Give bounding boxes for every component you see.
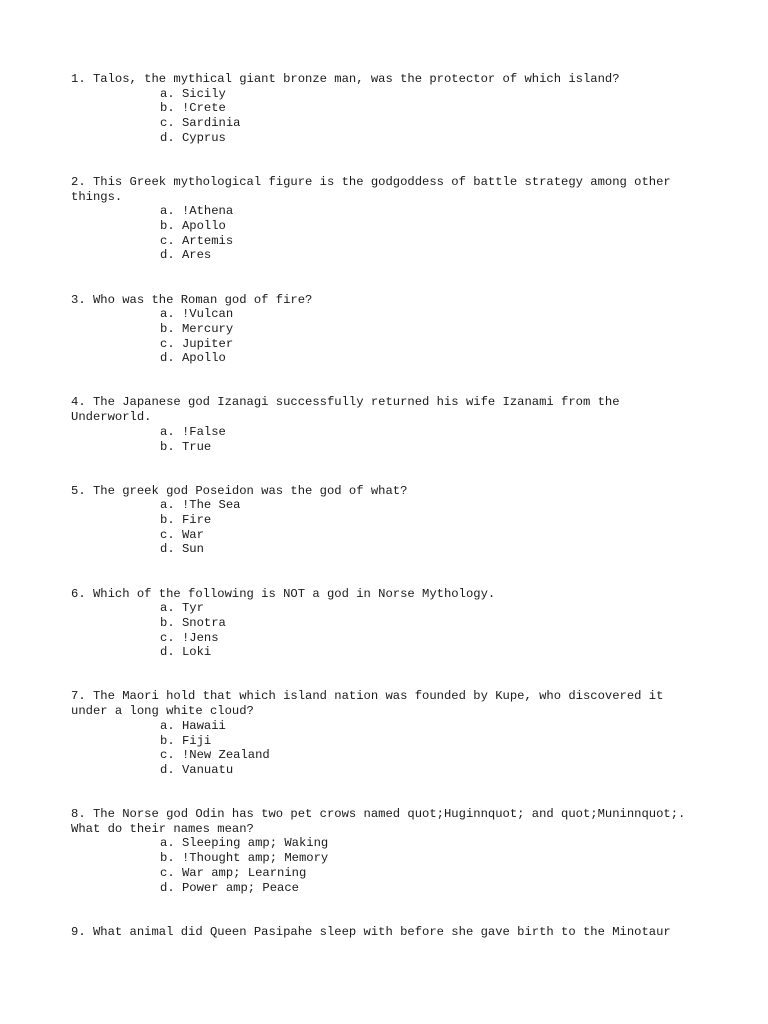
question-text: 2. This Greek mythological figure is the godgoddess of battle strategy among other things. [71, 174, 679, 204]
question-1 [71, 72, 701, 146]
answer-options [71, 719, 701, 778]
answer-option: c. Jupiter [160, 336, 234, 351]
answer-option: a. !The Sea [160, 498, 241, 513]
answer-option: a. Tyr [160, 601, 204, 616]
answer-options [71, 425, 701, 454]
answer-option: c. Artemis [160, 233, 234, 248]
answer-option: d. Apollo [160, 351, 226, 366]
quiz-document [71, 72, 701, 969]
answer-option: c. War [160, 527, 204, 542]
question-7 [71, 689, 701, 777]
question-text: 8. The Norse god Odin has two pet crows named quot;Huginnquot; and quot;Muninnquot;. What do their names mean? [71, 807, 700, 836]
question-8 [71, 807, 701, 895]
question-2 [71, 175, 701, 263]
question-4 [71, 395, 701, 454]
answer-option: b. Mercury [160, 321, 234, 336]
question-text: 7. The Maori hold that which island nation was founded by Kupe, who discovered it under a long white cloud? [71, 689, 671, 719]
question-5 [71, 484, 701, 558]
answer-option: c. !New Zealand [160, 748, 270, 763]
answer-option: b. True [160, 439, 212, 454]
question-text: 5. The greek god Poseidon was the god of what? [71, 483, 408, 498]
question-6 [71, 587, 701, 661]
answer-option: b. Apollo [160, 219, 226, 234]
answer-option: a. !False [160, 424, 226, 439]
answer-option: d. Sun [160, 542, 204, 557]
answer-option: b. Snotra [160, 615, 226, 630]
answer-options [71, 601, 701, 660]
answer-option: b. Fire [160, 513, 212, 528]
question-text: 9. What animal did Queen Pasipahe sleep with before she gave birth to the Minotaur [71, 924, 671, 939]
answer-option: a. !Vulcan [160, 307, 234, 322]
answer-options [71, 307, 701, 366]
question-9 [71, 925, 701, 940]
answer-option: b. !Thought amp; Memory [160, 851, 329, 866]
question-text: 1. Talos, the mythical giant bronze man, was the protector of which island? [71, 72, 620, 86]
answer-options [71, 498, 701, 557]
question-text: 3. Who was the Roman god of fire? [71, 292, 313, 307]
answer-option: a. Hawaii [160, 718, 226, 733]
answer-option: a. !Athena [160, 204, 234, 219]
answer-option: c. Sardinia [160, 116, 241, 131]
answer-option: c. !Jens [160, 630, 219, 645]
answer-option: a. Sicily [160, 86, 226, 101]
answer-option: d. Power amp; Peace [160, 880, 299, 895]
answer-option: b. Fiji [160, 733, 212, 748]
question-text: 4. The Japanese god Izanagi successfully returned his wife Izanami from the Underworld. [71, 395, 627, 425]
answer-option: d. Ares [160, 248, 212, 263]
answer-options [71, 204, 701, 263]
question-text: 6. Which of the following is NOT a god in Norse Mythology. [71, 586, 496, 601]
answer-option: d. Cyprus [160, 130, 226, 145]
answer-option: c. War amp; Learning [160, 865, 307, 880]
answer-option: a. Sleeping amp; Waking [160, 836, 329, 851]
answer-options [71, 87, 701, 146]
answer-option: b. !Crete [160, 101, 226, 116]
answer-option: d. Loki [160, 645, 212, 660]
answer-option: d. Vanuatu [160, 762, 234, 777]
answer-options [71, 836, 701, 895]
question-3 [71, 293, 701, 367]
